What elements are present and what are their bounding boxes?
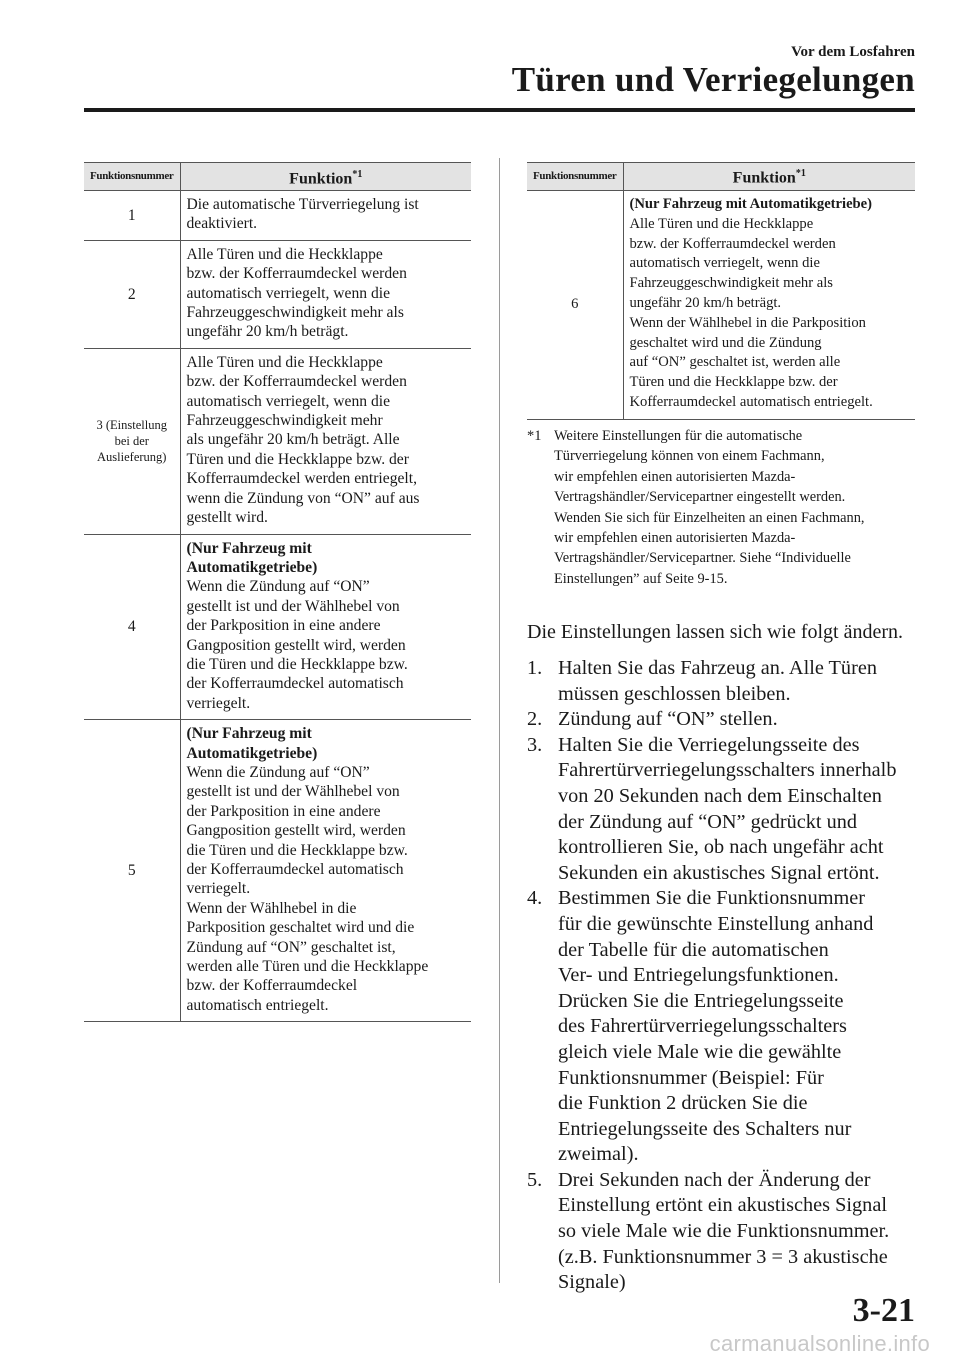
step-text-line: Zündung auf “ON” stellen. (558, 708, 778, 731)
step-text-line: gleich viele Male wie die gewählte (558, 1040, 842, 1063)
table-row (527, 191, 915, 420)
footnote-line: Einstellungen” auf Seite 9-15. (554, 570, 728, 587)
function-number: 2 (127, 285, 136, 303)
step-item (527, 886, 896, 1168)
function-description-line: Fahrzeuggeschwindigkeit mehr als (629, 275, 833, 292)
step-text-line: (z.B. Funktionsnummer 3 = 3 akustische (558, 1245, 888, 1268)
function-number: 4 (127, 618, 136, 636)
function-description-line: die Türen und die Heckklappe bzw. (186, 655, 408, 673)
function-description-line: (Nur Fahrzeug mit (186, 725, 312, 743)
footnote-line: Wenden Sie sich für Einzelheiten an einen Fachmann, (554, 509, 865, 526)
page-number: 3-21 (852, 1292, 915, 1329)
function-description-line: automatisch entriegelt. (186, 996, 329, 1014)
footnote-line: Türverriegelung können von einem Fachmann, (554, 448, 825, 465)
function-description-line: Kofferraumdeckel automatisch entriegelt. (629, 393, 873, 410)
footnote-line: Vertragshändler/Servicepartner. Siehe “Individuelle (554, 550, 851, 567)
function-description-line: Türen und die Heckklappe bzw. der (186, 450, 409, 468)
function-table-right (527, 162, 915, 420)
function-number-cell (84, 534, 180, 720)
function-number: 6 (571, 295, 579, 312)
function-number: 3 (Einstellung (96, 418, 167, 433)
steps-list (527, 656, 896, 1296)
column-divider (499, 158, 500, 1283)
column-header-number: Funktionsnummer (527, 163, 623, 191)
function-description-cell (180, 191, 471, 241)
step-text-line: so viele Male wie die Funktionsnummer. (558, 1220, 890, 1243)
step-text-line: kontrollieren Sie, ob nach ungefähr acht (558, 836, 884, 859)
footnote-line: wir empfehlen einen autorisierten Mazda- (554, 468, 796, 485)
function-description-line: Automatikgetriebe) (186, 744, 318, 762)
function-description-cell (180, 240, 471, 348)
step-text-line: des Fahrertürverriegelungsschalters (558, 1015, 847, 1038)
step-text-line: Drei Sekunden nach der Änderung der (558, 1168, 871, 1191)
function-description-line: bzw. der Kofferraumdeckel werden (629, 235, 836, 252)
function-description-line: deaktiviert. (186, 215, 258, 233)
function-description-line: Alle Türen und die Heckklappe (186, 353, 383, 371)
footnote-ref: *1 (352, 168, 363, 180)
function-description-line: als ungefähr 20 km/h beträgt. Alle (186, 431, 400, 449)
step-text-line: Fahrertürverriegelungsschalters innerhalb (558, 759, 897, 782)
step-item (527, 733, 896, 887)
function-description-line: Wenn der Wählhebel in die Parkposition (629, 314, 866, 331)
function-description-line: Gangposition gestellt wird, werden (186, 822, 406, 840)
function-description-line: Türen und die Heckklappe bzw. der (629, 374, 838, 391)
function-description-line: Wenn die Zündung auf “ON” (186, 578, 370, 596)
column-header-function-label: Funktion (289, 169, 353, 187)
function-description-line: bzw. der Kofferraumdeckel werden (186, 373, 407, 391)
column-header-function-label: Funktion (732, 169, 796, 187)
function-description-line: werden alle Türen und die Heckklappe (186, 958, 429, 976)
table-row (84, 191, 471, 241)
intro-text: Die Einstellungen lassen sich wie folgt ändern. (527, 621, 904, 643)
step-text-line: müssen geschlossen bleiben. (558, 682, 791, 705)
step-number: 4. (527, 887, 543, 910)
function-description-line: Wenn der Wählhebel in die (186, 899, 357, 917)
function-description-line: (Nur Fahrzeug mit Automatikgetriebe) (629, 196, 873, 212)
footnote-line: Weitere Einstellungen für die automatische (554, 428, 803, 444)
step-text-line: Halten Sie das Fahrzeug an. Alle Türen (558, 657, 877, 679)
column-header-number: Funktionsnummer (84, 163, 180, 191)
function-description-line: ungefähr 20 km/h beträgt. (186, 323, 349, 341)
step-text-line: für die gewünschte Einstellung anhand (558, 912, 874, 935)
function-description-line: Alle Türen und die Heckklappe (629, 215, 814, 232)
column-header-function (623, 163, 915, 191)
function-description-line: verriegelt. (186, 694, 251, 712)
function-description-line: Gangposition gestellt wird, werden (186, 636, 406, 654)
step-item (527, 656, 896, 707)
column-header-function (180, 163, 471, 191)
footnote-line: wir empfehlen einen autorisierten Mazda- (554, 530, 796, 547)
function-description-line: Alle Türen und die Heckklappe (186, 245, 383, 263)
step-text-line: Bestimmen Sie die Funktionsnummer (558, 887, 866, 910)
function-description-line: der Parkposition in eine andere (186, 617, 381, 635)
step-text-line: von 20 Sekunden nach dem Einschalten (558, 784, 882, 807)
step-number: 3. (527, 733, 543, 756)
footnote-ref: *1 (795, 168, 806, 180)
function-description-line: gestellt wird. (186, 509, 268, 527)
footnote-text (554, 426, 922, 589)
step-text-line: Sekunden ein akustisches Signal ertönt. (558, 861, 880, 884)
function-description-line: der Parkposition in eine andere (186, 802, 381, 820)
table-body-right (527, 191, 915, 420)
function-number: 5 (127, 862, 136, 879)
table-header-row (527, 163, 915, 191)
function-number: bei der (114, 434, 149, 449)
function-description-line: ungefähr 20 km/h beträgt. (629, 294, 782, 311)
step-text-line: der Zündung auf “ON” gedrückt und (558, 810, 858, 833)
function-number-cell (84, 720, 180, 1022)
function-number: Auslieferung) (97, 450, 167, 465)
function-number: 1 (127, 206, 136, 224)
section-label: Vor dem Losfahren (791, 44, 915, 60)
step-text-line: die Funktion 2 drücken Sie die (558, 1092, 808, 1115)
table-body-left (84, 191, 471, 1022)
step-text-line: Einstellung ertönt ein akustisches Signal (558, 1194, 887, 1217)
function-description-line: Automatikgetriebe) (186, 558, 318, 576)
function-description-line: Die automatische Türverriegelung ist (186, 196, 419, 213)
step-text-line: Halten Sie die Verriegelungsseite des (558, 733, 860, 756)
step-text-line: Funktionsnummer (Beispiel: Für (558, 1066, 824, 1089)
function-description-line: automatisch verriegelt, wenn die (629, 255, 820, 272)
function-description-line: geschaltet wird und die Zündung (629, 334, 822, 351)
function-description-line: gestellt ist und der Wählhebel von (186, 783, 400, 801)
function-description-line: automatisch verriegelt, wenn die (186, 392, 391, 410)
function-description-cell (180, 534, 471, 720)
step-text-line: zweimal). (558, 1143, 639, 1166)
footnote-line: Vertragshändler/Servicepartner eingestellt werden. (554, 489, 846, 506)
step-text-line: der Tabelle für die automatischen (558, 938, 829, 961)
function-number-cell (84, 191, 180, 241)
function-description-line: Kofferraumdeckel werden entriegelt, (186, 470, 417, 488)
function-description-line: bzw. der Kofferraumdeckel (186, 977, 358, 995)
function-description-cell (623, 191, 915, 420)
step-text-line: Signale) (558, 1271, 626, 1294)
function-description-line: auf “ON” geschaltet ist, werden alle (629, 354, 841, 371)
function-description-cell (180, 720, 471, 1022)
step-number: 2. (527, 708, 543, 731)
watermark: carmanualsonline.info (709, 1331, 930, 1356)
function-description-line: (Nur Fahrzeug mit (186, 539, 312, 557)
function-description-line: wenn die Zündung von “ON” auf aus (186, 489, 420, 507)
function-description-line: der Kofferraumdeckel automatisch (186, 675, 404, 693)
header-divider (84, 108, 915, 112)
function-description-line: Fahrzeuggeschwindigkeit mehr (186, 412, 383, 430)
function-description-line: verriegelt. (186, 880, 251, 898)
table-row (84, 720, 471, 1022)
table-row (84, 348, 471, 534)
page-title: Türen und Verriegelungen (511, 60, 915, 99)
table-header-row (84, 163, 471, 191)
function-description-line: automatisch verriegelt, wenn die (186, 284, 391, 302)
footnote-marker: *1 (527, 428, 542, 444)
function-number-cell (84, 240, 180, 348)
function-description-line: gestellt ist und der Wählhebel von (186, 597, 400, 615)
function-description-line: bzw. der Kofferraumdeckel werden (186, 265, 407, 283)
function-number-cell (527, 191, 623, 420)
step-text-line: Entriegelungsseite des Schalters nur (558, 1117, 852, 1140)
step-number: 5. (527, 1168, 543, 1191)
function-description-line: die Türen und die Heckklappe bzw. (186, 841, 408, 859)
table-row (84, 534, 471, 720)
function-description-line: der Kofferraumdeckel automatisch (186, 861, 404, 878)
step-text-line: Ver- und Entriegelungsfunktionen. (558, 964, 839, 987)
step-number: 1. (527, 657, 543, 679)
function-description-line: Parkposition geschaltet wird und die (186, 919, 415, 937)
step-item (527, 1168, 896, 1296)
function-table-left (84, 162, 471, 1022)
function-description-line: Zündung auf “ON” geschaltet ist, (186, 938, 396, 956)
footnote (527, 426, 922, 589)
step-item (527, 707, 896, 733)
step-text-line: Drücken Sie die Entriegelungsseite (558, 989, 844, 1012)
function-number-cell (84, 348, 180, 534)
function-description-line: Fahrzeuggeschwindigkeit mehr als (186, 304, 404, 322)
table-row (84, 240, 471, 348)
function-description-cell (180, 348, 471, 534)
function-description-line: Wenn die Zündung auf “ON” (186, 763, 370, 781)
